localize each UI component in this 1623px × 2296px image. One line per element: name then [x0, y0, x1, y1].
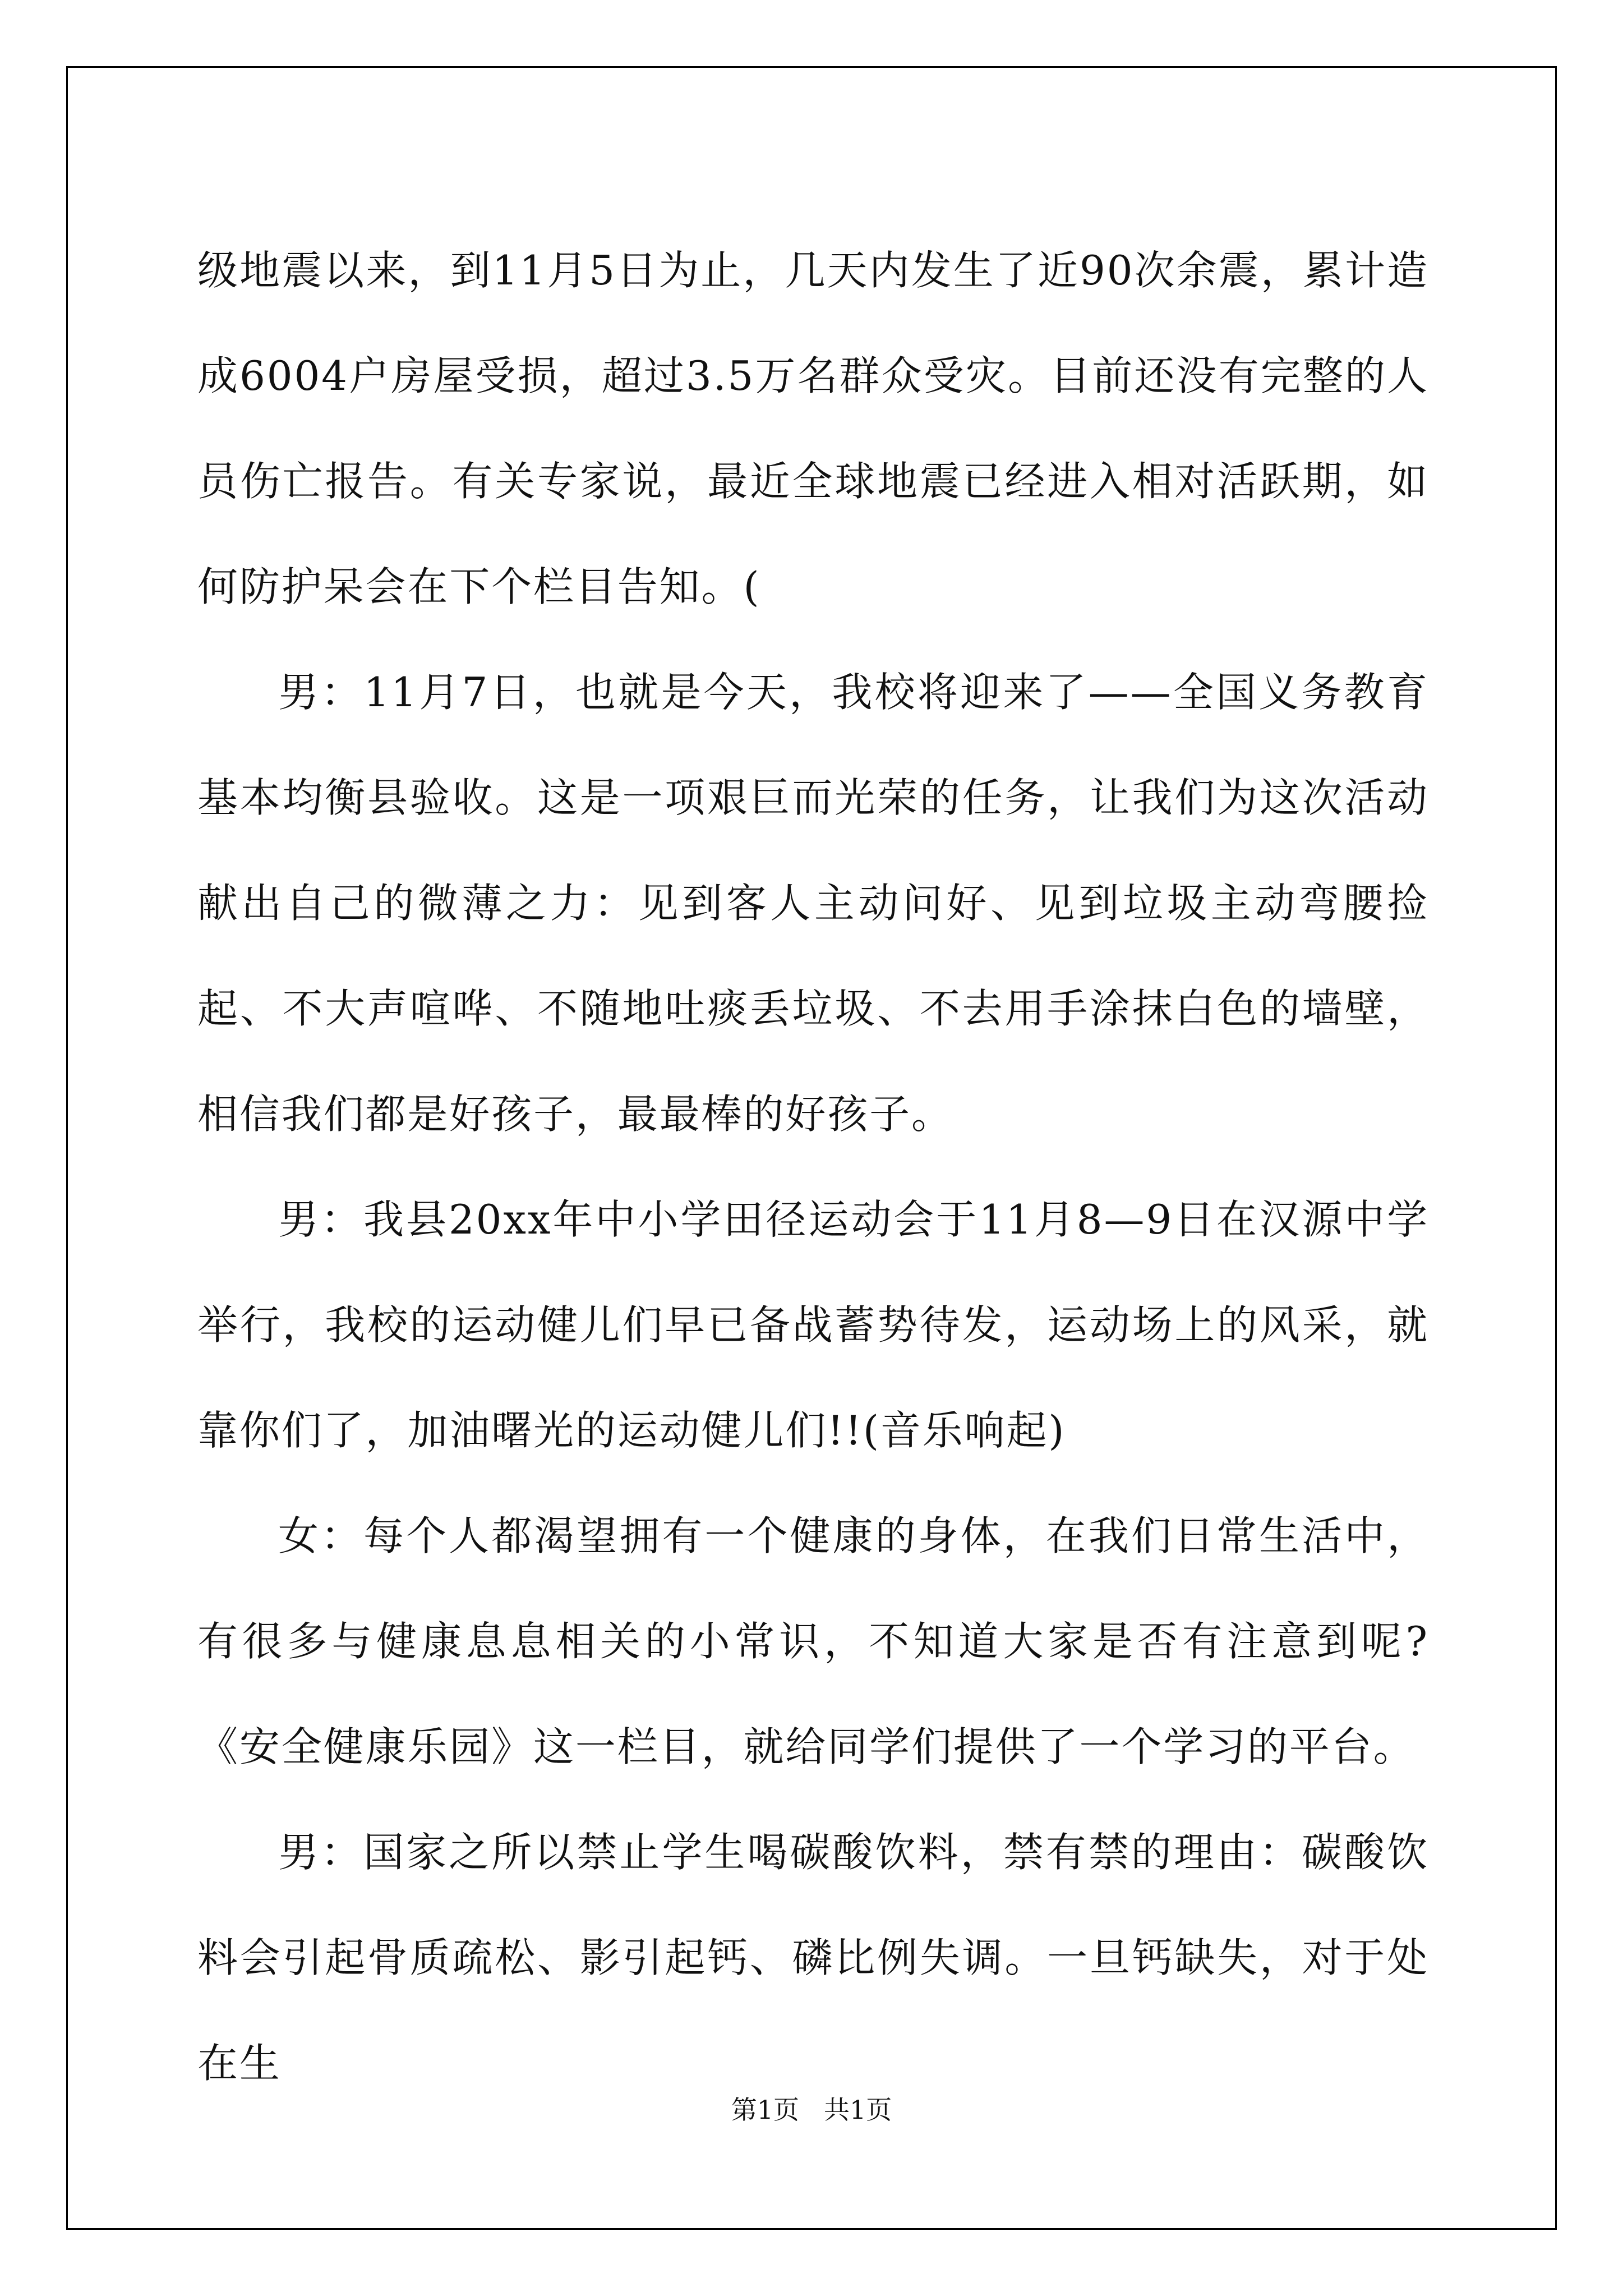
page-total: 共1页	[823, 2095, 892, 2125]
paragraph-4: 女：每个人都渴望拥有一个健康的身体，在我们日常生活中，有很多与健康息息相关的小常识，不知道大家是否有注意到呢?《安全健康乐园》这一栏目，就给同学们提供了一个学习的平台。	[197, 1512, 1429, 1770]
document-body	[197, 218, 1429, 2116]
page-footer	[0, 2090, 1623, 2127]
page-number: 第1页	[731, 2095, 800, 2125]
paragraph-5: 男：国家之所以禁止学生喝碳酸饮料，禁有禁的理由：碳酸饮料会引起骨质疏松、影引起钙、磷比例失调。一旦钙缺失，对于处在生	[197, 1829, 1429, 2087]
paragraph-3: 男：我县20xx年中小学田径运动会于11月8—9日在汉源中学举行，我校的运动健儿们早已备战蓄势待发，运动场上的风采，就靠你们了，加油曙光的运动健儿们!!(音乐响起)	[197, 1196, 1429, 1454]
paragraph-1: 级地震以来，到11月5日为止，几天内发生了近90次余震，累计造成6004户房屋受损，超过3.5万名群众受灾。目前还没有完整的人员伤亡报告。有关专家说，最近全球地震已经进入相对活跃期，如何防护呆会在下个栏目告知。(	[197, 247, 1429, 610]
paragraph-2: 男：11月7日，也就是今天，我校将迎来了——全国义务教育基本均衡县验收。这是一项艰巨而光荣的任务，让我们为这次活动献出自己的微薄之力：见到客人主动问好、见到垃圾主动弯腰捡起、不大声喧哗、不随地吐痰丢垃圾、不去用手涂抹白色的墙壁，相信我们都是好孩子，最最棒的好孩子。	[197, 669, 1429, 1138]
